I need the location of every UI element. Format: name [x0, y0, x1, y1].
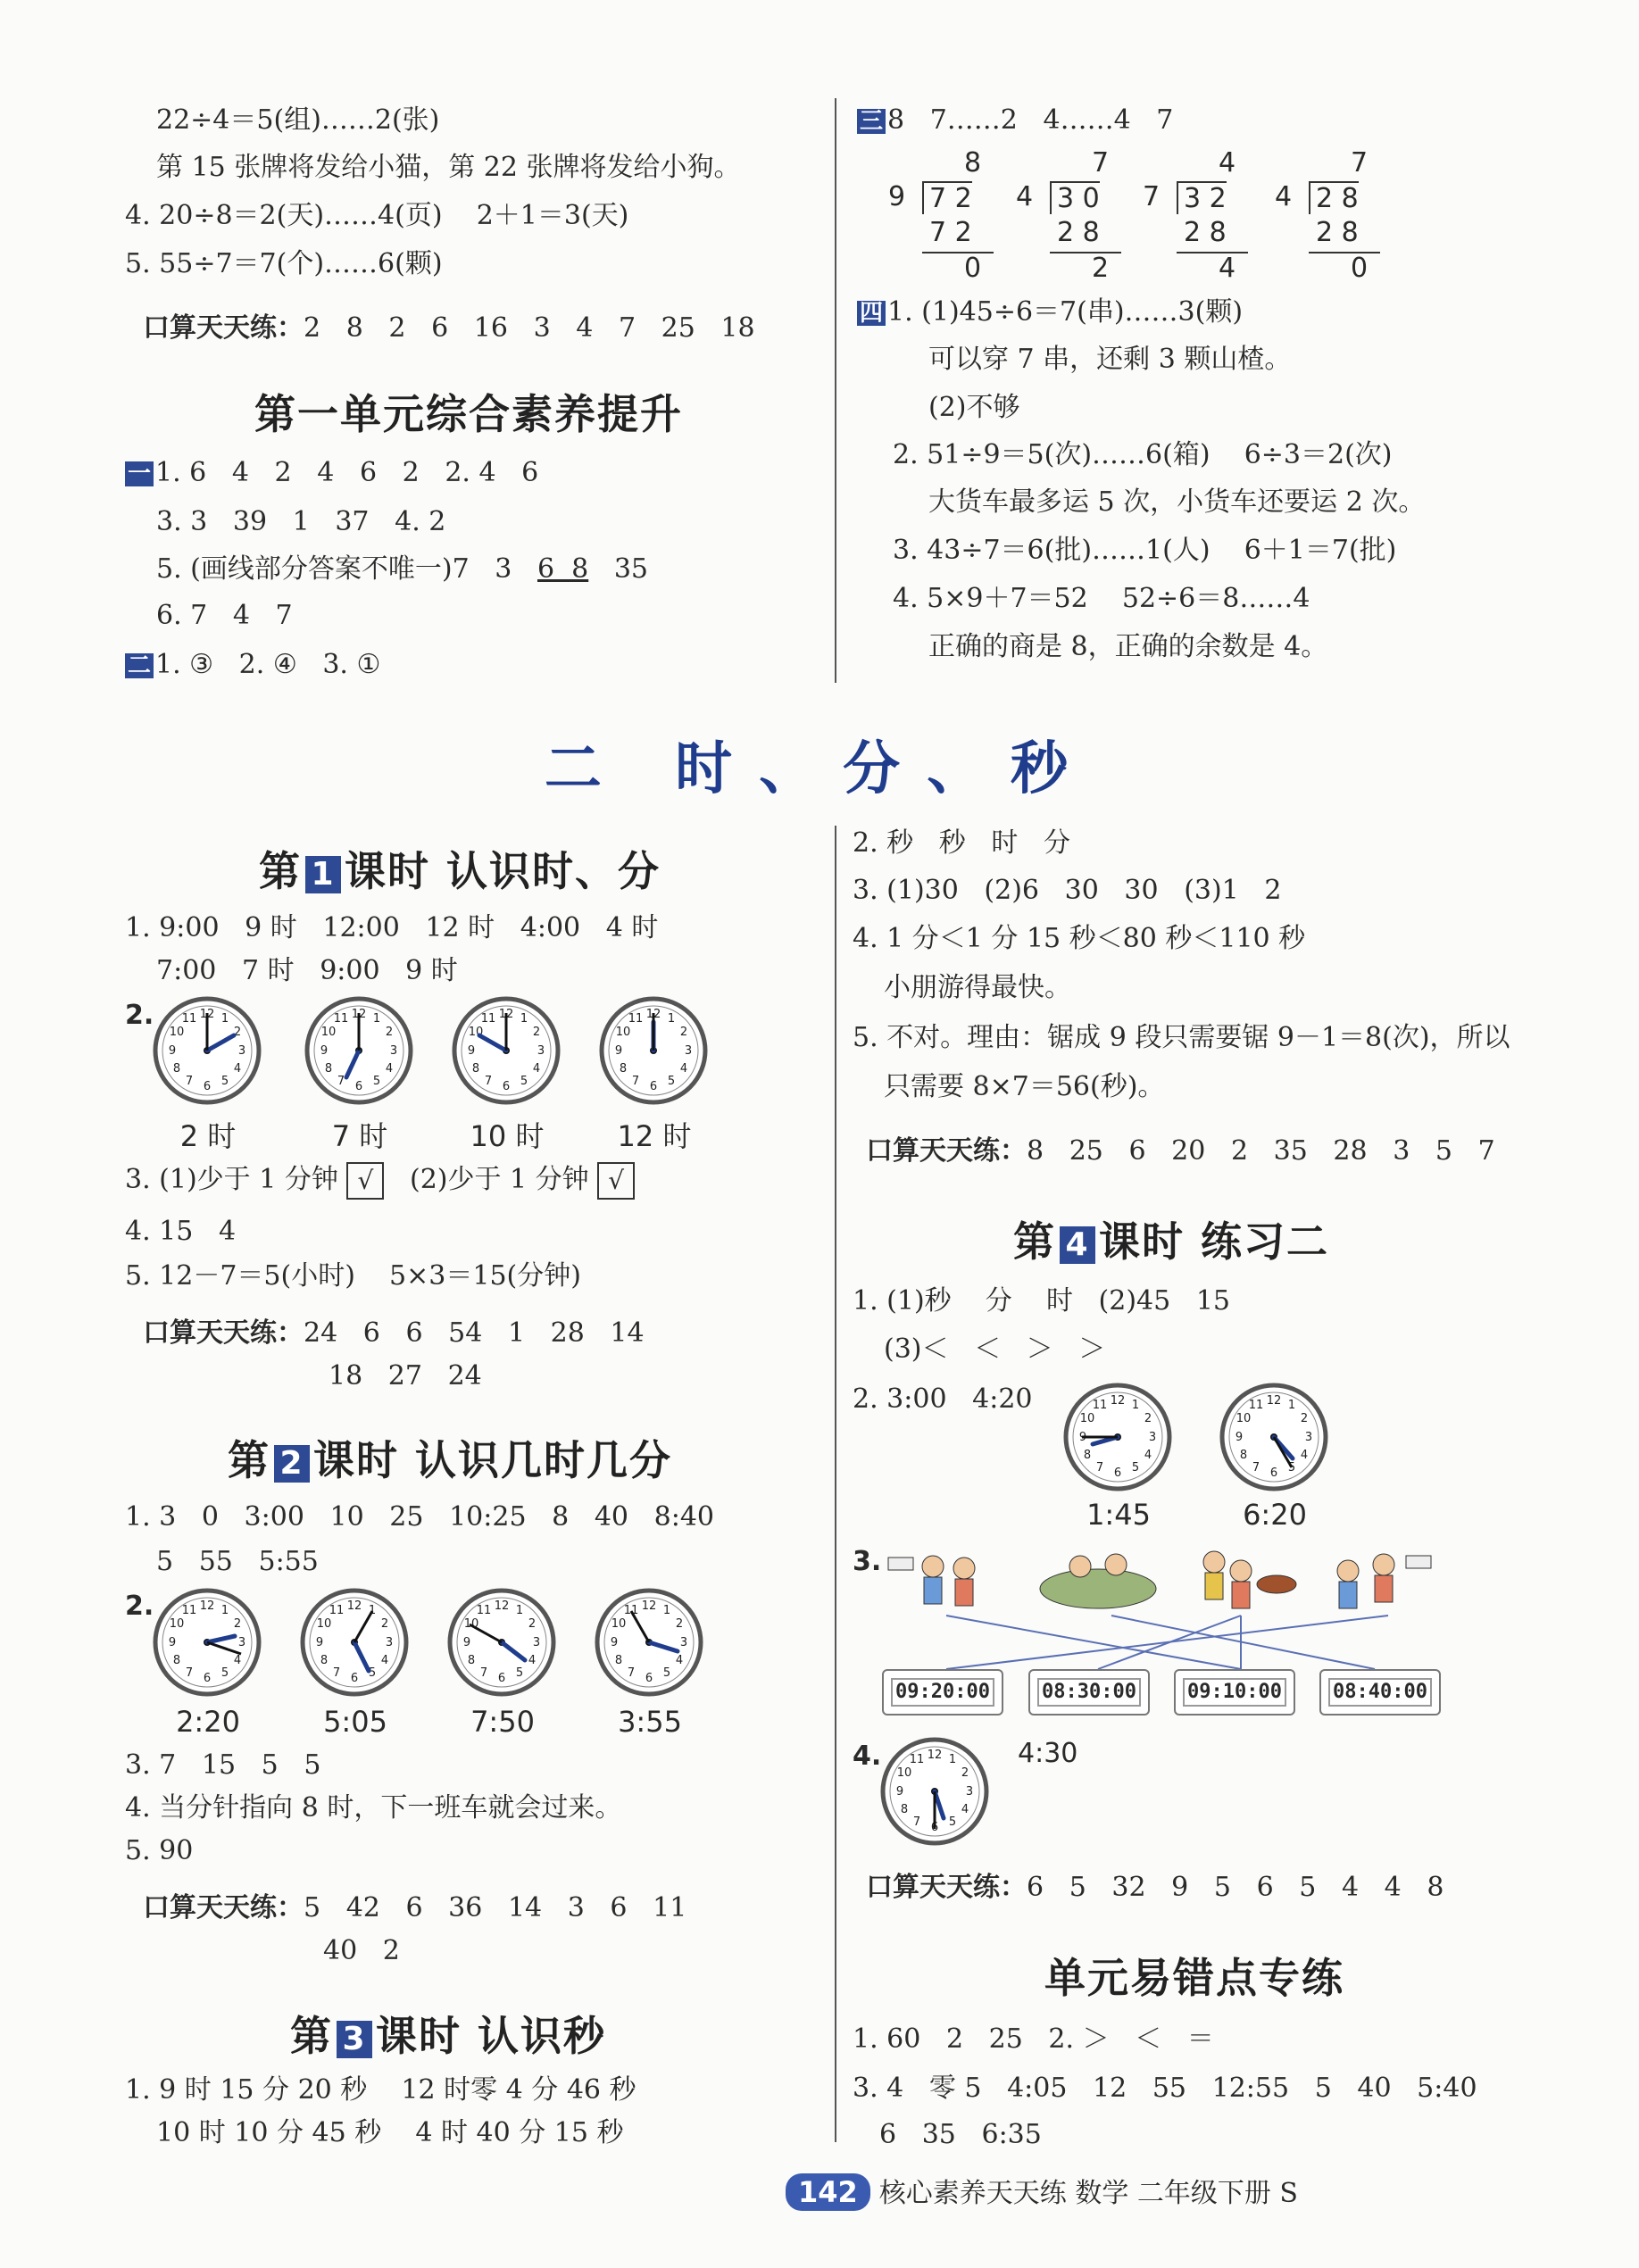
oral-values: 2 8 2 6 16 3 4 7 25 18 [304, 312, 755, 344]
clock-icon [451, 995, 562, 1107]
clock-icon [598, 995, 710, 1107]
column-divider [835, 826, 836, 2142]
title-text: 第 [290, 2012, 333, 2060]
lesson-number-badge: 2 [274, 1445, 310, 1483]
oral-values: 24 6 6 54 1 28 14 [304, 1317, 645, 1349]
division-rule [1309, 252, 1380, 253]
divisor: 4 [1016, 181, 1034, 212]
clock-label: 6:20 [1243, 1498, 1307, 1532]
quotient: 7 [1351, 147, 1369, 179]
text-line: 6. 7 4 7 [156, 600, 293, 631]
column-divider [835, 98, 836, 683]
quotient: 8 [964, 147, 982, 179]
product: 7 2 [929, 217, 972, 248]
long-division [1016, 147, 1141, 290]
section-title: 单元易错点专练 [1044, 1954, 1344, 2002]
oral-label: 口算天天练： [866, 1135, 1027, 1167]
text-line: 可以穿 7 串，还剩 3 颗山楂。 [928, 344, 1292, 375]
clock-icon [299, 1587, 411, 1699]
children-icon [1203, 1551, 1296, 1608]
page-footer [786, 2171, 1298, 2211]
oral-label: 口算天天练： [143, 1892, 304, 1923]
text-line [125, 455, 538, 491]
text-line: (3)＜ ＜ ＞ ＞ [884, 1333, 1106, 1365]
clock-label: 2 时 [179, 1119, 237, 1153]
divisor: 4 [1275, 181, 1293, 212]
divisor: 9 [888, 181, 906, 212]
oral-values: 40 2 [323, 1935, 400, 1966]
lesson-title [290, 2004, 606, 2063]
division-rule [1050, 252, 1121, 253]
question-number: 2. [125, 1591, 154, 1622]
section-number-badge: 三 [857, 109, 886, 134]
oral-practice [866, 1134, 1495, 1169]
time-text: 08:40:00 [1328, 1678, 1432, 1707]
text-line: 只需要 8×7＝56(秒)。 [884, 1071, 1165, 1102]
remainder: 0 [964, 253, 982, 284]
quotient: 7 [1092, 147, 1110, 179]
text-line: 2. 3:00 4:20 [853, 1383, 1033, 1415]
text-line: 小朋游得最快。 [884, 972, 1071, 1003]
digital-clock [1319, 1669, 1441, 1716]
oral-practice [866, 1870, 1443, 1906]
text-line: 5. 12－7＝5(小时) 5×3＝15(分钟) [125, 1260, 581, 1292]
text-line: 3. 43÷7＝6(批)……1(人) 6＋1＝7(批) [893, 535, 1397, 566]
text-line: 正确的商是 8，正确的余数是 4。 [928, 631, 1328, 662]
text-line: 大货车最多运 5 次，小货车还要运 2 次。 [928, 486, 1426, 518]
line-text: 35 [588, 553, 649, 585]
text-line [857, 295, 1243, 330]
remainder: 4 [1219, 253, 1236, 284]
section-number-badge: 一 [125, 461, 154, 486]
oral-practice [143, 311, 755, 346]
oral-values: 6 5 32 9 5 6 5 4 4 8 [1027, 1872, 1444, 1903]
text-line: 4. 20÷8＝2(天)……4(页) 2＋1＝3(天) [125, 200, 629, 231]
clock-icon [594, 1587, 705, 1699]
clock-label: 1:45 [1086, 1498, 1151, 1532]
clock-icon [304, 995, 415, 1107]
title-text: 课时 练习二 [1099, 1217, 1330, 1266]
divisor: 7 [1143, 181, 1161, 212]
quotient: 4 [1219, 147, 1236, 179]
clock-icon [879, 1736, 991, 1848]
time-text: 09:10:00 [1183, 1678, 1286, 1707]
text-line [125, 647, 380, 683]
text-line: 2. 秒 秒 时 分 [853, 827, 1070, 859]
oral-label: 口算天天练： [143, 1317, 304, 1349]
group-icon [1040, 1554, 1156, 1608]
long-division [888, 147, 1013, 290]
text-line: 3. (1)30 (2)6 30 30 (3)1 2 [853, 875, 1282, 906]
oral-label: 口算天天练： [866, 1872, 1027, 1903]
line-text: 5. (画线部分答案不唯一)7 3 [156, 553, 537, 585]
chapter-title: 二 时、分、秒 [544, 736, 1095, 802]
clock-label: 12 时 [617, 1119, 692, 1153]
text-line: 4. 5×9＋7＝52 52÷6＝8……4 [893, 583, 1310, 614]
lesson-number-badge: 4 [1060, 1226, 1095, 1264]
oral-practice [143, 1316, 645, 1351]
text-line: 1. 9 时 15 分 20 秒 12 时零 4 分 46 秒 [125, 2074, 636, 2106]
text-line: 2. 51÷9＝5(次)……6(箱) 6÷3＝2(次) [893, 439, 1393, 470]
text-line: 7:00 7 时 9:00 9 时 [156, 955, 458, 986]
clock-label: 5:05 [323, 1705, 387, 1739]
long-division [1275, 147, 1400, 290]
title-text: 第 [228, 1436, 270, 1484]
text-line [125, 1162, 635, 1200]
text-line: 5. 55÷7＝7(个)……6(颗) [125, 248, 443, 279]
digital-clock [882, 1669, 1003, 1716]
children-icon [888, 1556, 975, 1606]
question-number: 4. [853, 1740, 882, 1772]
line-text: (2)少于 1 分钟 [409, 1164, 589, 1195]
check-box: √ [346, 1162, 384, 1200]
text-line: 3. 4 零 5 4:05 12 55 12:55 5 40 5:40 [853, 2073, 1477, 2104]
question-number: 3. [853, 1546, 882, 1577]
time-text: 09:20:00 [891, 1678, 994, 1707]
clock-icon [446, 1587, 558, 1699]
title-text: 课时 认识几时几分 [313, 1436, 673, 1484]
text-line: 10 时 10 分 45 秒 4 时 40 分 15 秒 [156, 2117, 624, 2148]
text-line: 4. 当分针指向 8 时，下一班车就会过来。 [125, 1792, 622, 1824]
text-line: 第 15 张牌将发给小猫，第 22 张牌将发给小狗。 [156, 152, 741, 183]
oral-practice [143, 1890, 686, 1926]
remainder: 2 [1092, 253, 1110, 284]
text-line [857, 103, 1173, 138]
line-text: 3. (1)少于 1 分钟 [125, 1164, 338, 1195]
time-answer: 4:30 [1018, 1738, 1078, 1769]
text-line: 5. 不对。理由：锯成 9 段只需要锯 9－1＝8(次)，所以 [853, 1022, 1510, 1053]
line-text: 1. 6 4 2 4 6 2 2. 4 6 [155, 457, 539, 488]
text-line: 1. 60 2 25 2. ＞ ＜ ＝ [853, 2023, 1214, 2055]
dividend: 2 8 [1309, 181, 1359, 214]
text-line: (2)不够 [928, 392, 1020, 423]
dividend: 3 2 [1177, 181, 1227, 214]
product: 2 8 [1057, 217, 1100, 248]
lesson-title [228, 1428, 672, 1487]
children-icon [1337, 1554, 1431, 1608]
lesson-title [1013, 1209, 1329, 1268]
text-line: 22÷4＝5(组)……2(张) [156, 104, 440, 136]
dividend: 3 0 [1050, 181, 1100, 214]
title-text: 第 [259, 847, 302, 895]
text-line: 3. 7 15 5 5 [125, 1749, 321, 1781]
line-text: 8 7……2 4……4 7 [887, 104, 1174, 136]
lesson-number-badge: 3 [337, 2021, 372, 2058]
clock-label: 10 时 [470, 1119, 545, 1153]
title-text: 课时 认识秒 [376, 2012, 607, 2060]
text-line: 1. 3 0 3:00 10 25 10:25 8 40 8:40 [125, 1501, 714, 1533]
clock-label: 3:55 [618, 1705, 682, 1739]
question-number: 2. [125, 1000, 154, 1031]
lesson-number-badge: 1 [305, 856, 341, 893]
matching-lines [893, 1607, 1446, 1678]
section-number-badge: 二 [125, 653, 154, 678]
text-line: 4. 15 4 [125, 1216, 237, 1247]
section-number-badge: 四 [857, 301, 886, 326]
clock-icon [152, 1587, 263, 1699]
remainder: 0 [1351, 253, 1369, 284]
oral-values: 5 42 6 36 14 3 6 11 [304, 1892, 687, 1923]
book-title: 核心素养天天练 数学 二年级下册 S [878, 2178, 1298, 2209]
text-line: 6 35 6:35 [879, 2119, 1042, 2150]
clock-label: 7 时 [331, 1119, 388, 1153]
clock-icon [152, 995, 263, 1107]
title-text: 课时 认识时、分 [345, 847, 661, 895]
time-text: 08:30:00 [1037, 1678, 1141, 1707]
long-division [1143, 147, 1268, 290]
text-line [156, 552, 648, 587]
line-text: 1. (1)45÷6＝7(串)……3(颗) [887, 296, 1244, 328]
clock-icon [1219, 1382, 1330, 1493]
dividend: 7 2 [922, 181, 972, 214]
section-title: 第一单元综合素养提升 [254, 390, 683, 438]
text-line: 5 55 5:55 [156, 1546, 319, 1577]
lesson-title [259, 839, 661, 898]
clock-label: 7:50 [470, 1705, 535, 1739]
clock-label: 2:20 [176, 1705, 240, 1739]
text-line: 4. 1 分＜1 分 15 秒＜80 秒＜110 秒 [853, 923, 1306, 954]
digital-clock [1174, 1669, 1295, 1716]
product: 2 8 [1316, 217, 1359, 248]
text-line: 1. 9:00 9 时 12:00 12 时 4:00 4 时 [125, 912, 659, 943]
page-number: 142 [786, 2173, 870, 2211]
oral-values: 8 25 6 20 2 35 28 3 5 7 [1027, 1135, 1495, 1167]
underlined-answer: 6 8 [537, 553, 589, 585]
clock-icon [1062, 1382, 1174, 1493]
oral-values: 18 27 24 [329, 1360, 482, 1392]
line-text: 1. ③ 2. ④ 3. ① [155, 649, 381, 680]
text-line: 5. 90 [125, 1835, 194, 1866]
digital-clock [1028, 1669, 1150, 1716]
title-text: 第 [1013, 1217, 1056, 1266]
product: 2 8 [1184, 217, 1227, 248]
check-box: √ [597, 1162, 635, 1200]
oral-label: 口算天天练： [143, 312, 304, 344]
division-rule [922, 252, 994, 253]
text-line: 3. 3 39 1 37 4. 2 [156, 506, 446, 537]
division-rule [1177, 252, 1248, 253]
text-line: 1. (1)秒 分 时 (2)45 15 [853, 1285, 1231, 1317]
